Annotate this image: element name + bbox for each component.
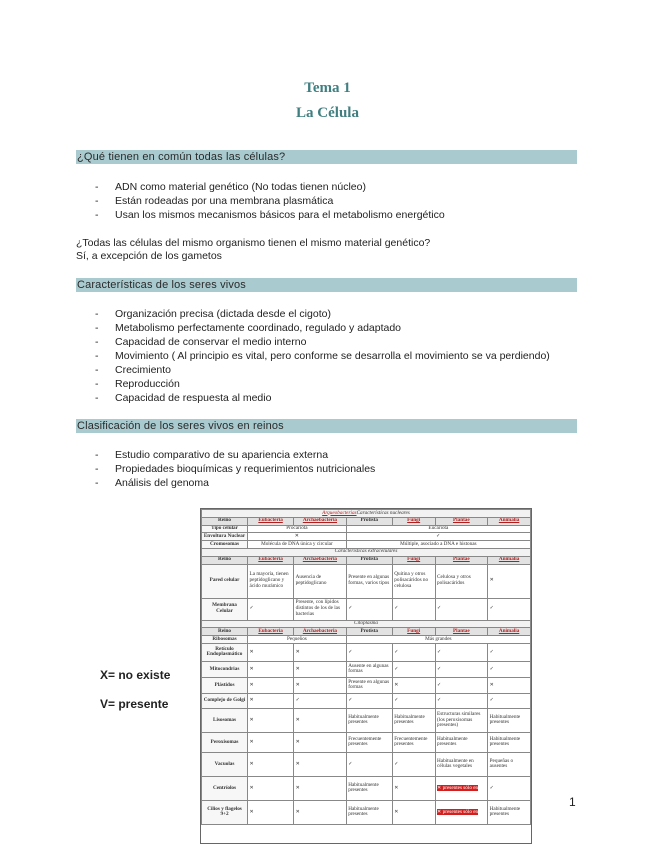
table-cell: ✓: [488, 643, 531, 661]
list-item: - Propiedades bioquímicas y requerimientos nutricionales: [95, 462, 375, 476]
table-row: [202, 525, 531, 533]
table-cell: ✕: [294, 708, 347, 732]
table-row: [202, 564, 531, 598]
table-cell: [435, 776, 488, 800]
row-header: Cromosomas: [202, 541, 248, 549]
row-header: Envoltura Nuclear: [202, 533, 248, 541]
table-row: [202, 541, 531, 549]
table-section-row: [202, 620, 531, 628]
table-section-label: Características extracelulares: [202, 548, 531, 556]
question-text: ¿Todas las células del mismo organismo tienen el mismo material genético?: [76, 237, 431, 249]
table-cell: Eucariota: [346, 525, 530, 533]
table-cell: ✓: [488, 598, 531, 620]
table-cell: ✓: [435, 661, 488, 677]
column-header: Eubacteria: [248, 556, 294, 564]
highlight-mark: ✕ presentes sólo en: [437, 808, 479, 815]
table-cell: ✓: [346, 598, 392, 620]
table-cell: ✕: [248, 800, 294, 824]
table-cell: ✓: [248, 598, 294, 620]
table-cell: ✓: [392, 598, 435, 620]
column-header: Animalia: [488, 628, 531, 636]
table-cell: ✕: [248, 708, 294, 732]
table-cell: ✕: [294, 661, 347, 677]
table-cell: Múltiple, asociado a DNA e histonas: [346, 541, 530, 549]
table-caption-row: [202, 510, 531, 518]
column-header: Archaebacteria: [294, 556, 347, 564]
table-row: [202, 677, 531, 693]
table-cell: Habitualmente en células vegetales: [435, 752, 488, 776]
column-header: Protista: [346, 628, 392, 636]
row-header: Retículo Endoplasmático: [202, 643, 248, 661]
table-row: [202, 661, 531, 677]
table-cell: ✕: [488, 677, 531, 693]
section-heading-common: ¿Qué tienen en común todas las células?: [76, 150, 577, 164]
table-cell: Más grandes: [346, 636, 530, 644]
table-cell: Estructuras similares (los peroxisomas presentes): [435, 708, 488, 732]
list-item: - Usan los mismos mecanismos básicos para el metabolismo energético: [95, 208, 445, 222]
table-cell: Molécula de DNA única y circular: [248, 541, 347, 549]
table-cell: ✕: [392, 776, 435, 800]
table-row: [202, 732, 531, 752]
table-header-row: [202, 517, 531, 525]
bullet-list-common: [95, 180, 445, 222]
table-cell: ✓: [294, 693, 347, 708]
answer-text: Sí, a excepción de los gametos: [76, 250, 222, 262]
list-item: - Estudio comparativo de su apariencia externa: [95, 448, 375, 462]
row-header: Complejo de Golgi: [202, 693, 248, 708]
table-row: [202, 643, 531, 661]
table-cell: Frecuentemente presentes: [392, 732, 435, 752]
table-cell: La mayoría, tienen peptidoglicano y ácido murámico: [248, 564, 294, 598]
table-cell: Pequeñas o ausentes: [488, 752, 531, 776]
table-section-row: [202, 548, 531, 556]
column-header: Protista: [346, 517, 392, 525]
bullet-list-classification: [95, 448, 375, 490]
table-cell: ✕: [294, 752, 347, 776]
table-cell: ✕: [488, 564, 531, 598]
page-number: 1: [569, 795, 576, 809]
table-row: [202, 636, 531, 644]
list-item: - Capacidad de respuesta al medio: [95, 391, 550, 405]
table-cell: Presente, con lípidos distintos de los de las bacterias: [294, 598, 347, 620]
column-header: Plantae: [435, 556, 488, 564]
page-title: Tema 1: [304, 80, 351, 96]
table-row: [202, 752, 531, 776]
column-header: Plantae: [435, 628, 488, 636]
legend-present: V= presente: [100, 697, 169, 711]
list-item: - Reproducción: [95, 377, 550, 391]
table-cell: ✕: [392, 800, 435, 824]
table-cell: Celulosa y otros polisacáridos: [435, 564, 488, 598]
table-cell: ✓: [488, 693, 531, 708]
table-cell: ✕: [248, 661, 294, 677]
table-cell: Habitualmente presentes: [346, 800, 392, 824]
column-header: Animalia: [488, 556, 531, 564]
table-cell: Procariota: [248, 525, 347, 533]
table-cell: Habitualmente presentes: [488, 708, 531, 732]
bullet-list-characteristics: [95, 307, 550, 405]
row-header: Plástidos: [202, 677, 248, 693]
column-header: Protista: [346, 556, 392, 564]
section-heading-characteristics: Características de los seres vivos: [76, 278, 577, 292]
kingdoms-comparison-table: [200, 508, 532, 844]
list-item: - Movimiento ( Al principio es vital, pero conforme se desarrolla el movimiento se va perdiendo): [95, 349, 550, 363]
table-caption-red: Arqueobacterias: [322, 509, 357, 516]
row-header: Tipo celular: [202, 525, 248, 533]
table-cell: ✕: [248, 693, 294, 708]
row-header: Pared celular: [202, 564, 248, 598]
table-cell: Habitualmente presentes: [392, 708, 435, 732]
column-header: Fungi: [392, 517, 435, 525]
table-cell: ✕: [248, 643, 294, 661]
section-heading-classification: Clasificación de los seres vivos en reinos: [76, 419, 577, 433]
table-header-row: [202, 628, 531, 636]
table-cell: Quitina y otros polisacáridos no celulosa: [392, 564, 435, 598]
row-header: Peroxisomas: [202, 732, 248, 752]
list-item: - ADN como material genético (No todas tienen núcleo): [95, 180, 445, 194]
row-header: Vacuolas: [202, 752, 248, 776]
table-cell: ✓: [346, 533, 530, 541]
table-row: [202, 533, 531, 541]
table-header-row: [202, 556, 531, 564]
row-header: Ribosomas: [202, 636, 248, 644]
column-header: Fungi: [392, 628, 435, 636]
column-header: Reino: [202, 517, 248, 525]
table-cell: ✓: [346, 643, 392, 661]
organelle-rows: [202, 643, 531, 824]
table-row: [202, 598, 531, 620]
table-caption: Características nucleares: [356, 509, 410, 516]
row-header: Lisosomas: [202, 708, 248, 732]
table-cell: ✓: [392, 661, 435, 677]
table-row: [202, 708, 531, 732]
row-header: Mitocondrias: [202, 661, 248, 677]
list-item: - Están rodeadas por una membrana plasmática: [95, 194, 445, 208]
table-cell: [435, 800, 488, 824]
column-header: Plantae: [435, 517, 488, 525]
table-cell: ✕: [248, 533, 347, 541]
table-cell: ✕: [248, 776, 294, 800]
table-cell: Pequeños: [248, 636, 347, 644]
column-header: Reino: [202, 556, 248, 564]
table-cell: ✓: [435, 643, 488, 661]
table-cell: Presente en algunas formas: [346, 677, 392, 693]
table-row: [202, 800, 531, 824]
legend-absent: X= no existe: [100, 668, 171, 682]
row-header: Centríolos: [202, 776, 248, 800]
row-header: Cilios y flagelos 9+2: [202, 800, 248, 824]
column-header: Archaebacteria: [294, 517, 347, 525]
table-cell: Habitualmente presentes: [346, 776, 392, 800]
table-cell: Presente en algunas formas, varios tipos: [346, 564, 392, 598]
table-cell: ✓: [435, 693, 488, 708]
table-cell: ✕: [392, 677, 435, 693]
list-item: - Crecimiento: [95, 363, 550, 377]
table-cell: ✓: [392, 752, 435, 776]
table-cell: ✓: [346, 693, 392, 708]
table-cell: ✓: [435, 677, 488, 693]
table-cell: ✕: [248, 677, 294, 693]
table-cell: Habitualmente presentes: [488, 732, 531, 752]
table-cell: ✓: [346, 752, 392, 776]
column-header: Fungi: [392, 556, 435, 564]
table-cell: Habitualmente presentes: [488, 800, 531, 824]
table-cell: ✕: [248, 732, 294, 752]
list-item: - Organización precisa (dictada desde el cigoto): [95, 307, 550, 321]
table-cell: ✕: [294, 643, 347, 661]
column-header: Eubacteria: [248, 628, 294, 636]
column-header: Eubacteria: [248, 517, 294, 525]
list-item: - Metabolismo perfectamente coordinado, regulado y adaptado: [95, 321, 550, 335]
table-cell: ✕: [294, 677, 347, 693]
table-cell: ✓: [392, 693, 435, 708]
table-section-label: Citoplasma: [202, 620, 531, 628]
list-item: - Capacidad de conservar el medio interno: [95, 335, 550, 349]
column-header: Archaebacteria: [294, 628, 347, 636]
table-cell: Ausencia de peptidoglicano: [294, 564, 347, 598]
table-row: [202, 776, 531, 800]
table-row: [202, 693, 531, 708]
table-cell: ✕: [294, 776, 347, 800]
table-cell: ✕: [294, 800, 347, 824]
table-cell: ✓: [435, 598, 488, 620]
table-cell: Habitualmente presentes: [346, 708, 392, 732]
table-cell: Frecuentemente presentes: [346, 732, 392, 752]
table-cell: ✓: [488, 661, 531, 677]
table-cell: ✕: [294, 732, 347, 752]
table-cell: Habitualmente presentes: [435, 732, 488, 752]
table-cell: ✓: [392, 643, 435, 661]
column-header: Animalia: [488, 517, 531, 525]
highlight-mark: ✕ presentes sólo en: [437, 784, 479, 791]
table-cell: ✕: [248, 752, 294, 776]
list-item: - Análisis del genoma: [95, 476, 375, 490]
table-cell: ✓: [488, 776, 531, 800]
column-header: Reino: [202, 628, 248, 636]
row-header: Membrana Celular: [202, 598, 248, 620]
table-cell: Ausente en algunas formas: [346, 661, 392, 677]
page-subtitle: La Célula: [296, 105, 359, 121]
